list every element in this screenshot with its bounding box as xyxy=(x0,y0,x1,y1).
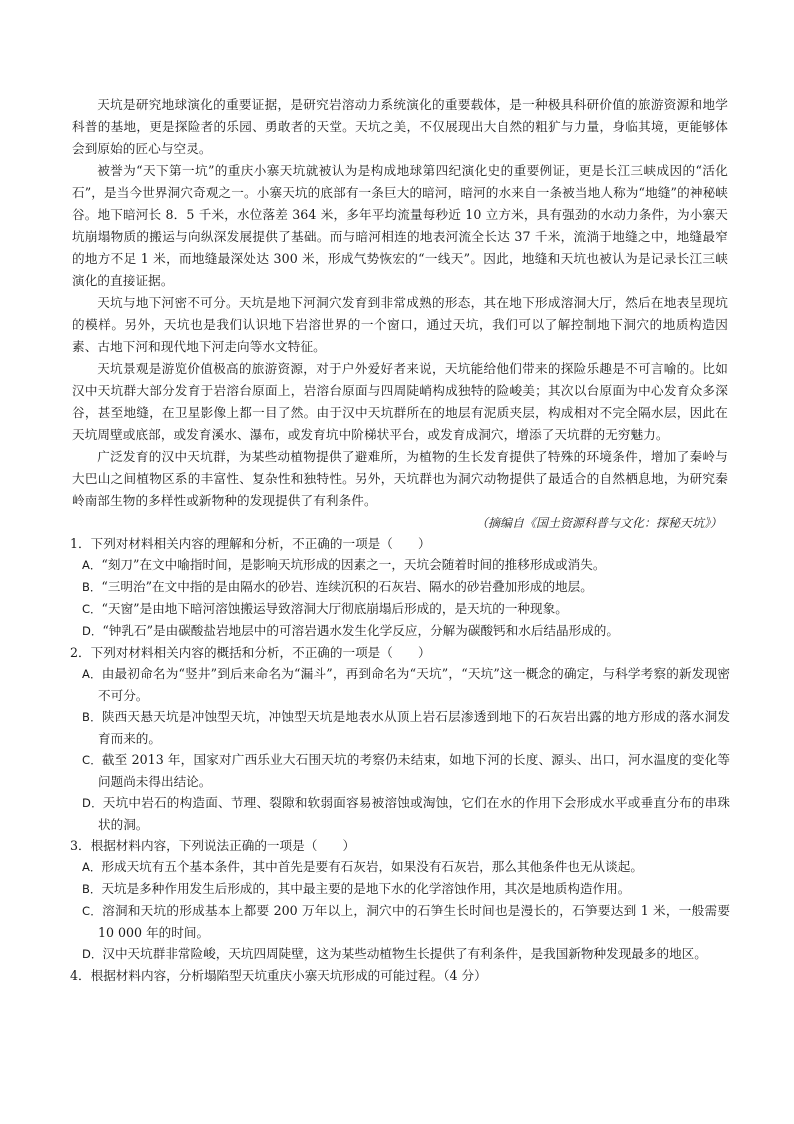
option-key: D． xyxy=(82,624,103,638)
option-b xyxy=(70,878,730,900)
option-text: 天坑是多种作用发生后形成的，其中最主要的是地下水的化学溶蚀作用，其次是地质构造作用。 xyxy=(101,881,631,896)
option-a xyxy=(70,856,730,878)
option-d xyxy=(70,792,730,835)
option-key: B． xyxy=(82,580,102,594)
option-a xyxy=(70,554,730,576)
option-text: 天坑中岩石的构造面、节理、裂隙和软弱面容易被溶蚀或淘蚀，它们在水的作用下会形成水平或垂直分布的串珠状的洞。 xyxy=(98,795,730,832)
passage-paragraph-2: 被誉为“天下第一坑”的重庆小寨天坑就被认为是构成地球第四纪演化史的重要例证，更是长江三峡成因的“活化石”，是当今世界洞穴奇观之一。小寨天坑的底部有一条巨大的暗河，暗河的水来自一条被当地人称为“地缝”的神秘峡谷。地下暗河长 8．5 千米，水位落差 364 米，多年平均流量每秒近 10 立方米，具有强劲的水动力条件，为小寨天坑崩塌物质的搬运与向纵深发展提供了基础。而与暗河相连的地表河流全长达 37 千米，流淌于地缝之中，地缝最窄的地方不足 1 米，而地缝最深处达 300 米，形成气势恢宏的“一线天”。因此，地缝和天坑也被认为是记录长江三峡演化的直接证据。 xyxy=(72,163,728,288)
option-b xyxy=(70,706,730,749)
option-d xyxy=(70,620,730,642)
option-key: C． xyxy=(82,904,103,918)
option-c xyxy=(70,749,730,792)
question-2 xyxy=(70,642,730,835)
option-key: A． xyxy=(82,667,102,681)
option-list xyxy=(70,663,730,835)
option-text: 截至 2013 年，国家对广西乐业大石围天坑的考察仍未结束，如地下河的长度、源头、出口，河水温度的变化等问题尚未得出结论。 xyxy=(98,752,730,789)
option-key: D． xyxy=(82,947,103,961)
option-text: 形成天坑有五个基本条件，其中首先是要有石灰岩，如果没有石灰岩，那么其他条件也无从谈起。 xyxy=(101,859,643,874)
option-text: 陕西天悬天坑是冲蚀型天坑，冲蚀型天坑是地表水从顶上岩石层渗透到地下的石灰岩出露的地方形成的落水洞发育而来的。 xyxy=(98,709,731,746)
question-list xyxy=(70,533,730,986)
passage-source: （摘编自《国土资源科普与文化：探秘天坑》） xyxy=(475,516,722,530)
question-stem: 4．根据材料内容，分析塌陷型天坑重庆小寨天坑形成的可能过程。（4 分） xyxy=(70,968,487,983)
question-3 xyxy=(70,835,730,965)
option-b xyxy=(70,576,730,598)
option-list xyxy=(70,856,730,965)
option-a xyxy=(70,663,730,706)
passage-paragraph-3: 天坑与地下河密不可分。天坑是地下河洞穴发育到非常成熟的形态，其在地下形成溶洞大厅，然后在地表呈现坑的模样。另外，天坑也是我们认识地下岩溶世界的一个窗口，通过天坑，我们可以了解控制地下洞穴的地质构造因素、古地下河和现代地下河走向等水文特征。 xyxy=(72,295,728,354)
option-text: 汉中天坑群非常险峻，天坑四周陡壁，这为某些动植物生长提供了有利条件，是我国新物种发现最多的地区。 xyxy=(102,946,707,961)
passage-paragraph-1: 天坑是研究地球演化的重要证据，是研究岩溶动力系统演化的重要载体，是一种极具科研价值的旅游资源和地学科普的基地，更是探险者的乐园、勇敢者的天堂。天坑之美，不仅展现出大自然的粗犷与力量，身临其境，更能够体会到原始的匠心与空灵。 xyxy=(72,97,728,156)
option-key: B． xyxy=(82,882,102,896)
option-c xyxy=(70,598,730,620)
question-stem: 2．下列对材料相关内容的概括和分析，不正确的一项是（ ） xyxy=(70,645,431,660)
option-list xyxy=(70,554,730,642)
option-key: D． xyxy=(82,796,103,810)
option-key: A． xyxy=(82,860,102,874)
question-4 xyxy=(70,965,730,986)
question-1 xyxy=(70,533,730,642)
option-key: C． xyxy=(82,753,102,767)
option-key: C． xyxy=(82,602,102,616)
option-text: “钟乳石”是由碳酸盐岩地层中的可溶岩遇水发生化学反应，分解为碳酸钙和水后结晶形成的。 xyxy=(102,623,619,638)
passage-paragraph-4: 天坑景观是游览价值极高的旅游资源，对于户外爱好者来说，天坑能给他们带来的探险乐趣是不可言喻的。比如汉中天坑群大部分发育于岩溶台原面上，岩溶台原面与四周陡峭构成独特的险峻美；其次以台原面为中心发育众多深谷，甚至地缝，在卫星影像上都一目了然。由于汉中天坑群所在的地层有泥质夹层，构成相对不完全隔水层，因此在天坑周壁或底部，或发育溪水、瀑布，或发育坑中阶梯状平台，或发育成洞穴，增添了天坑群的无穷魅力。 xyxy=(72,361,728,442)
option-d xyxy=(70,943,730,965)
option-text: 由最初命名为“竖井”到后来命名为“漏斗”，再到命名为“天坑”，“天坑”这一概念的确定，与科学考察的新发现密不可分。 xyxy=(98,666,730,703)
option-text: “三明治”在文中指的是由隔水的砂岩、连续沉积的石灰岩、隔水的砂岩叠加形成的地层。 xyxy=(101,579,593,594)
question-stem: 3．根据材料内容，下列说法正确的一项是（ ） xyxy=(70,838,356,853)
option-text: 溶洞和天坑的形成基本上都要 200 万年以上，洞穴中的石笋生长时间也是漫长的，石笋要达到 1 米，一般需要 10 000 年的时间。 xyxy=(98,903,730,940)
question-stem: 1．下列对材料相关内容的理解和分析，不正确的一项是（ ） xyxy=(70,536,431,551)
option-text: “天窗”是由地下暗河溶蚀搬运导致溶洞大厅彻底崩塌后形成的，是天坑的一种现象。 xyxy=(101,601,568,616)
reading-passage xyxy=(72,94,728,534)
option-key: B． xyxy=(82,710,102,724)
option-key: A． xyxy=(82,558,102,572)
option-text: “刻刀”在文中喻指时间，是影响天坑形成的因素之一，天坑会随着时间的推移形成或消失。 xyxy=(101,557,606,572)
passage-paragraph-5: 广泛发育的汉中天坑群，为某些动植物提供了避难所，为植物的生长发育提供了特殊的环境条件，增加了秦岭与大巴山之间植物区系的丰富性、复杂性和独特性。另外，天坑群也为洞穴动物提供了最适合的自然栖息地，为研究秦岭南部生物的多样性或新物种的发现提供了有利条件。 xyxy=(72,449,728,508)
option-c xyxy=(70,900,730,943)
